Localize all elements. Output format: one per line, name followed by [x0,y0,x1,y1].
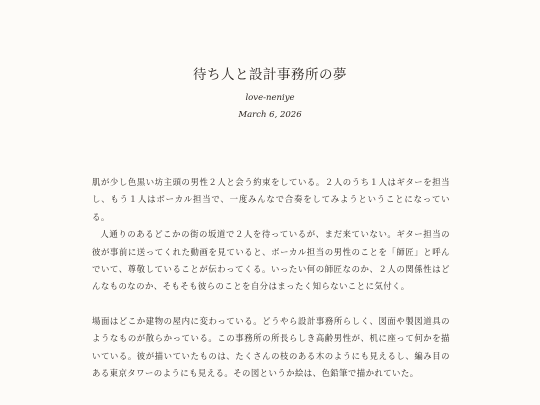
post-title: 待ち人と設計事務所の夢 [193,67,347,83]
paragraph: 人通りのあるどこかの街の坂道で２人を待っているが、まだ来ていない。ギター担当の彼が事前に送ってくれた動画を見ていると、ボーカル担当の男性のことを「師匠」と呼んでいて、尊敬していることが伝わってくる。いったい何の師匠なのか、２人の関係性はどんなものなのか、そもそも彼らのことを自分はまったく知らないことに気付く。 [92,229,450,292]
paragraph: 場面はどこか建物の屋内に変わっている。どうやら設計事務所らしく、図面や製図道具のようなものが散らかっている。この事務所の所長らしき高齢男性が、机に座って何かを描いている。彼が描いていたものは、たくさんの枝のある木のようにも見えるし、編み目のある東京タワーのようにも見える。その図というか絵は、色鉛筆で描かれていた。 [92,315,450,379]
paragraph: 肌が少し色黒い坊主頭の男性２人と会う約束をしている。２人のうち１人はギターを担当し、もう１人はボーカル担当で、一度みんなで合奏をしてみようということになっている。 [92,177,450,222]
post-date: March 6, 2026 [238,110,302,120]
post-author[interactable]: love-neniye [245,93,295,103]
post-body [92,174,450,382]
